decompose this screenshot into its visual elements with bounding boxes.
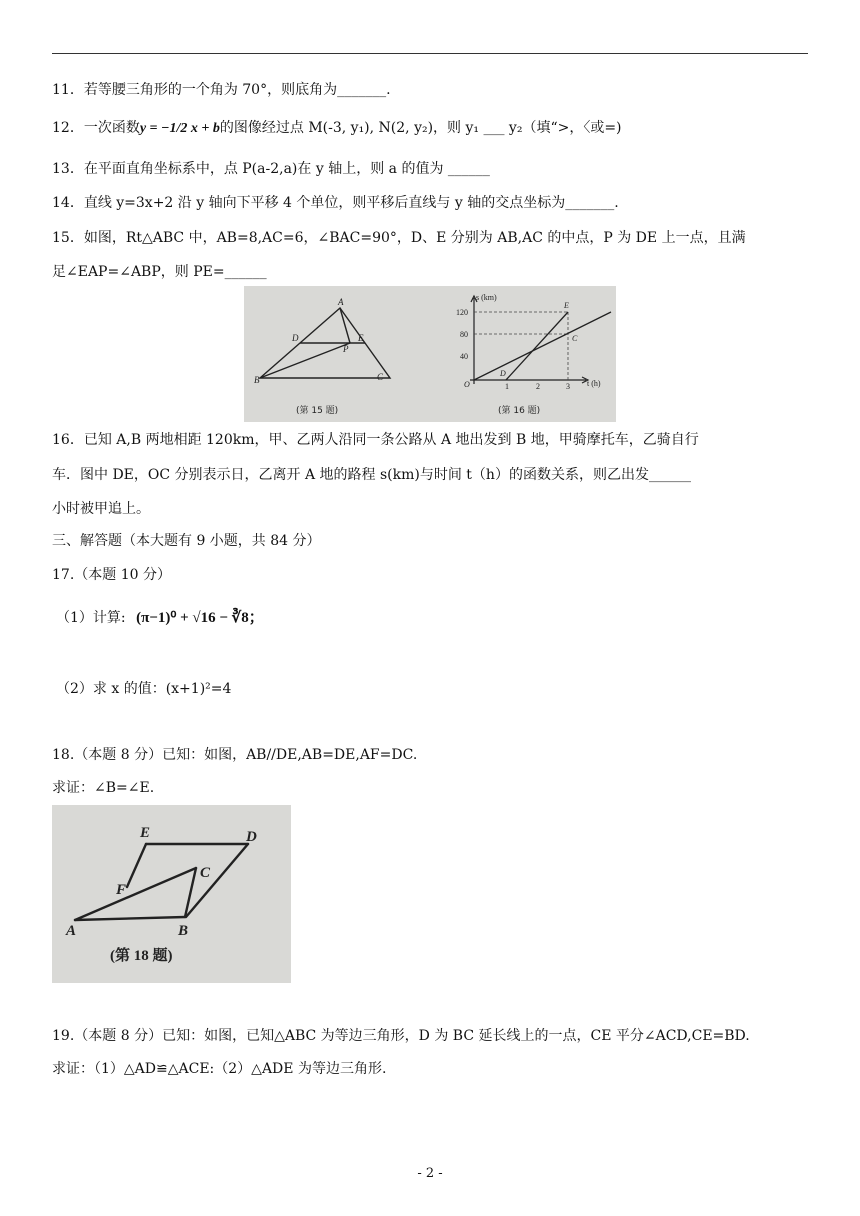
fig16-x-tick-2: 2 [536, 382, 540, 391]
header-rule [52, 53, 808, 54]
figure-16-guides [474, 312, 568, 380]
question-16-line-2: 车．图中 DE，OC 分别表示日，乙离开 A 地的路程 s(km)与时间 t（h）的函数关系，则乙出发______ [52, 467, 691, 483]
section-3-heading: 三、解答题（本大题有 9 小题，共 84 分） [52, 533, 321, 549]
fig16-origin: O [464, 380, 470, 389]
figure-15-16-image [244, 286, 616, 422]
fig16-caption: (第 16 题) [498, 406, 541, 416]
fig18-label-c: C [200, 865, 211, 881]
fig15-label-c: C [377, 372, 384, 382]
figure-16-lines [474, 312, 611, 380]
fig18-label-f: F [116, 882, 127, 898]
question-19-line-1: 19.（本题 8 分）已知：如图，已知△ABC 为等边三角形，D 为 BC 延长线上的一点，CE 平分∠ACD,CE=BD. [52, 1028, 750, 1044]
fig15-label-e: E [358, 333, 364, 343]
question-18-line-2: 求证：∠B=∠E. [52, 780, 155, 796]
question-15-line-1: 15．如图，Rt△ABC 中，AB=8,AC=6，∠BAC=90°，D、E 分别为 AB,AC 的中点，P 为 DE 上一点，且满 [52, 230, 746, 246]
fig16-point-e: E [564, 301, 569, 310]
question-17-title: 17.（本题 10 分） [52, 567, 171, 583]
figure-18-lines [75, 844, 248, 920]
question-14: 14．直线 y=3x+2 沿 y 轴向下平移 4 个单位，则平移后直线与 y 轴的交点坐标为_______. [52, 195, 619, 211]
fig16-y-tick-40: 40 [460, 352, 468, 361]
q17-part1-label: （1）计算: [56, 610, 126, 626]
fig15-label-p: P [343, 344, 349, 354]
q17-part1-expression: (π−1)⁰ + √16 − ∛8； [136, 610, 264, 626]
figure-15 [260, 308, 390, 378]
fig16-y-tick-80: 80 [460, 330, 468, 339]
fig18-label-b: B [178, 923, 189, 939]
fig18-label-e: E [140, 825, 151, 841]
figure-18-image [52, 805, 291, 983]
question-11: 11．若等腰三角形的一个角为 70°，则底角为_______. [52, 82, 391, 98]
question-15-line-2: 足∠EAP=∠ABP，则 PE=______ [52, 264, 267, 280]
fig16-point-d: D [500, 369, 506, 378]
fig18-caption: (第 18 题) [110, 948, 173, 964]
fig15-label-b: B [254, 375, 260, 385]
question-18-line-1: 18.（本题 8 分）已知：如图，AB//DE,AB=DE,AF=DC. [52, 747, 418, 763]
question-19-line-2: 求证：（1）△AD≌△ACE:（2）△ADE 为等边三角形. [52, 1061, 387, 1077]
fig16-x-tick-3: 3 [566, 382, 570, 391]
fig15-label-d: D [292, 333, 299, 343]
question-16-line-3: 小时被甲追上。 [52, 501, 150, 517]
fig16-x-axis-label: t (h) [587, 379, 601, 388]
fig18-label-a: A [66, 923, 77, 939]
fig16-x-tick-1: 1 [505, 382, 509, 391]
question-12 [52, 118, 622, 139]
page-number: - 2 - [417, 1166, 443, 1181]
question-17-part-1 [56, 608, 264, 628]
fig16-point-c: C [572, 334, 578, 343]
fig15-caption: (第 15 题) [296, 406, 339, 416]
fig15-label-a: A [338, 297, 344, 307]
question-12-suffix: 的图像经过点 M(-3, y₁), N(2, y₂)，则 y₁ ___ y₂（填“>，〈或=) [219, 120, 622, 136]
fig16-y-tick-120: 120 [456, 308, 468, 317]
question-12-prefix: 12．一次函数 [52, 120, 140, 136]
question-17-part-2: （2）求 x 的值：(x+1)²=4 [56, 681, 232, 697]
figure-16-axes [470, 296, 588, 384]
fig16-y-axis-label: s (km) [476, 293, 497, 302]
question-13: 13．在平面直角坐标系中，点 P(a-2,a)在 y 轴上，则 a 的值为 ______ [52, 161, 490, 177]
question-12-formula: y = −1/2 x + b [139, 121, 220, 136]
fig18-label-d: D [246, 829, 257, 845]
question-16-line-1: 16．已知 A,B 两地相距 120km，甲、乙两人沿同一条公路从 A 地出发到 B 地，甲骑摩托车，乙骑自行 [52, 432, 699, 448]
